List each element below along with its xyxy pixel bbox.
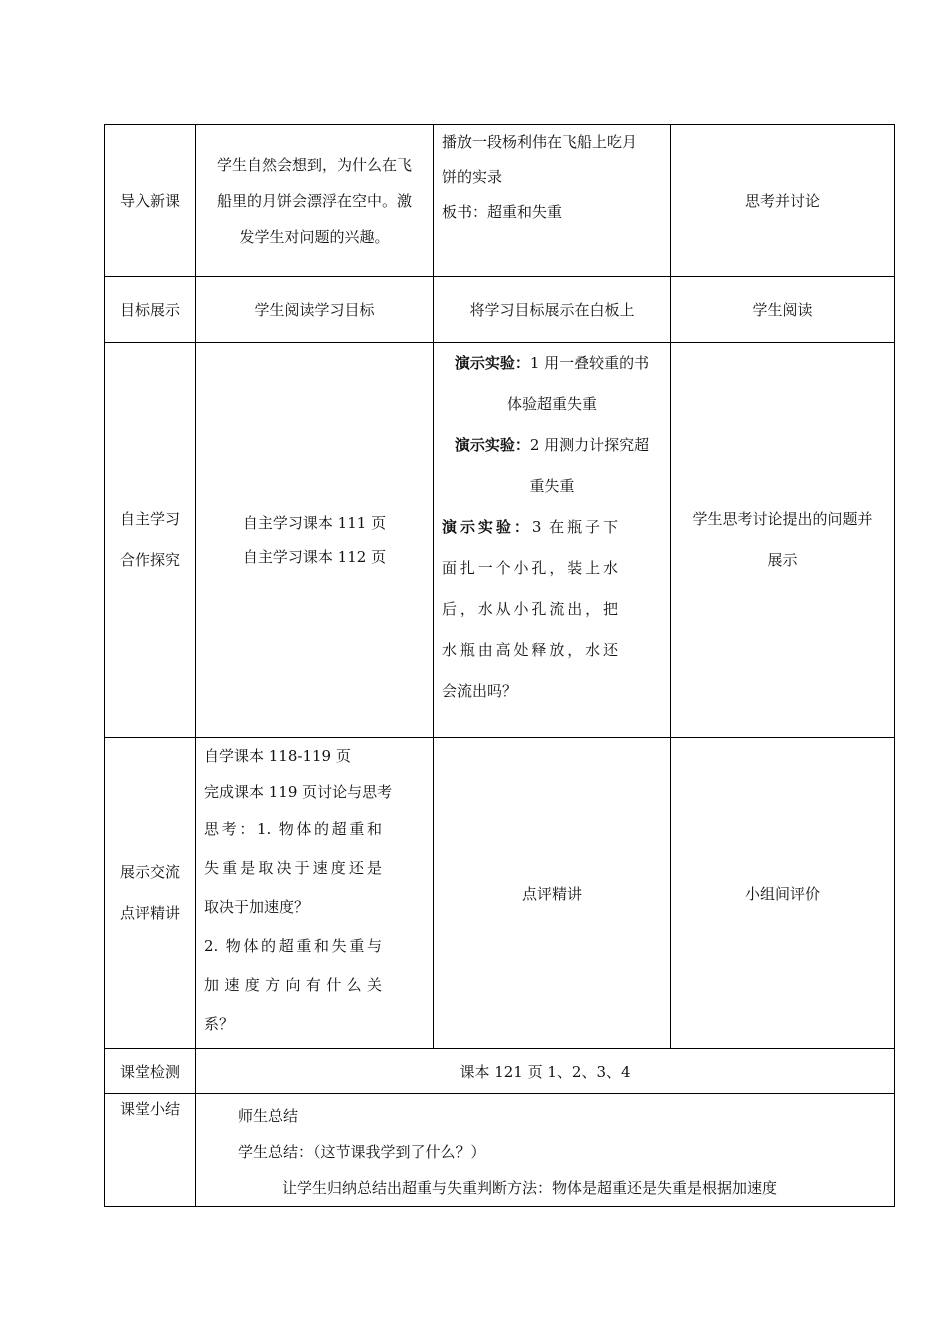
demo1-line-b: 体验超重失重 <box>506 395 597 413</box>
exchange-student-line: 自学课本 118-119 页 <box>204 747 351 765</box>
self-study-student-line: 自主学习课本 111 页 <box>242 514 387 532</box>
demo-label: 演示实验： <box>454 436 530 454</box>
exchange-label-cell <box>105 738 196 1049</box>
intro-teacher-line: 饼的实录 <box>442 168 503 186</box>
intro-teacher-line: 板书：超重和失重 <box>442 203 563 221</box>
exchange-student-line: 失重是取决于速度还是 <box>204 859 382 877</box>
check-label: 课堂检测 <box>105 1049 196 1094</box>
goals-activity: 学生阅读 <box>671 277 895 343</box>
row-intro <box>105 125 895 277</box>
exchange-student-cell <box>196 738 434 1049</box>
demo1-line-a: 演示实验：1 用一叠较重的书 <box>454 354 650 372</box>
exchange-student-line: 加速度方向有什么关 <box>204 976 382 994</box>
summary-line: 学生总结：（这节课我学到了什么？） <box>238 1143 486 1161</box>
intro-activity: 思考并讨论 <box>671 125 895 277</box>
exchange-teacher: 点评精讲 <box>434 738 671 1049</box>
row-self-study <box>105 343 895 738</box>
exchange-label-line: 点评精讲 <box>119 904 180 922</box>
goals-label: 目标展示 <box>105 277 196 343</box>
intro-teacher-line: 播放一段杨利伟在飞船上吃月 <box>442 133 638 151</box>
self-study-label-cell <box>105 343 196 738</box>
summary-line: 让学生归纳总结出超重与失重判断方法：物体是超重还是失重是根据加速度 <box>282 1179 778 1197</box>
summary-label: 课堂小结 <box>105 1094 196 1207</box>
exchange-student-line: 完成课本 119 页讨论与思考 <box>204 783 393 801</box>
demo3-block <box>442 507 618 712</box>
demo3-line: 面扎一个小孔，装上水 <box>442 559 618 577</box>
intro-student-line: 学生自然会想到，为什么在飞 <box>216 155 412 174</box>
demo2-line-b: 重失重 <box>529 477 575 495</box>
demo3-line-a: 演示实验：3 在瓶子下 <box>442 518 618 536</box>
exchange-activity: 小组间评价 <box>671 738 895 1049</box>
row-goals <box>105 277 895 343</box>
self-study-demo-cell <box>434 343 671 738</box>
intro-student-line: 船里的月饼会漂浮在空中。激 <box>216 191 412 210</box>
row-summary <box>105 1094 895 1207</box>
summary-content <box>196 1094 895 1207</box>
goals-teacher: 将学习目标展示在白板上 <box>434 277 671 343</box>
demo3-line: 会流出吗？ <box>442 682 518 700</box>
summary-line: 师生总结 <box>238 1107 299 1125</box>
intro-teacher-cell <box>434 125 671 277</box>
demo-label: 演示实验： <box>454 354 530 372</box>
demo3-line: 后，水从小孔流出，把 <box>442 600 618 618</box>
exchange-student-line: 系？ <box>204 1015 235 1033</box>
exchange-student-line: 取决于加速度？ <box>204 898 310 916</box>
lesson-plan-table <box>104 124 895 1207</box>
demo-label: 演示实验： <box>442 518 532 536</box>
intro-student-line: 发学生对问题的兴趣。 <box>239 227 390 246</box>
demo3-line: 水瓶由高处释放，水还 <box>442 641 618 659</box>
row-check <box>105 1049 895 1094</box>
exchange-label-line: 展示交流 <box>119 863 180 881</box>
self-study-student-line: 自主学习课本 112 页 <box>242 548 387 566</box>
check-content: 课本 121 页 1、2、3、4 <box>196 1049 895 1094</box>
self-study-activity-cell <box>671 343 895 738</box>
self-study-activity-line: 展示 <box>767 551 798 569</box>
goals-student: 学生阅读学习目标 <box>196 277 434 343</box>
demo2-line-a: 演示实验：2 用测力计探究超 <box>454 436 650 454</box>
row-exchange <box>105 738 895 1049</box>
self-study-label-line: 自主学习 <box>119 510 180 528</box>
exchange-student-line: 2. 物体的超重和失重与 <box>204 937 382 955</box>
self-study-activity-line: 学生思考讨论提出的问题并 <box>692 510 873 528</box>
intro-student-cell <box>196 125 434 277</box>
self-study-student-cell <box>196 343 434 738</box>
intro-label: 导入新课 <box>105 125 196 277</box>
exchange-student-line: 思考：1. 物体的超重和 <box>204 820 382 838</box>
self-study-label-line: 合作探究 <box>119 551 180 569</box>
